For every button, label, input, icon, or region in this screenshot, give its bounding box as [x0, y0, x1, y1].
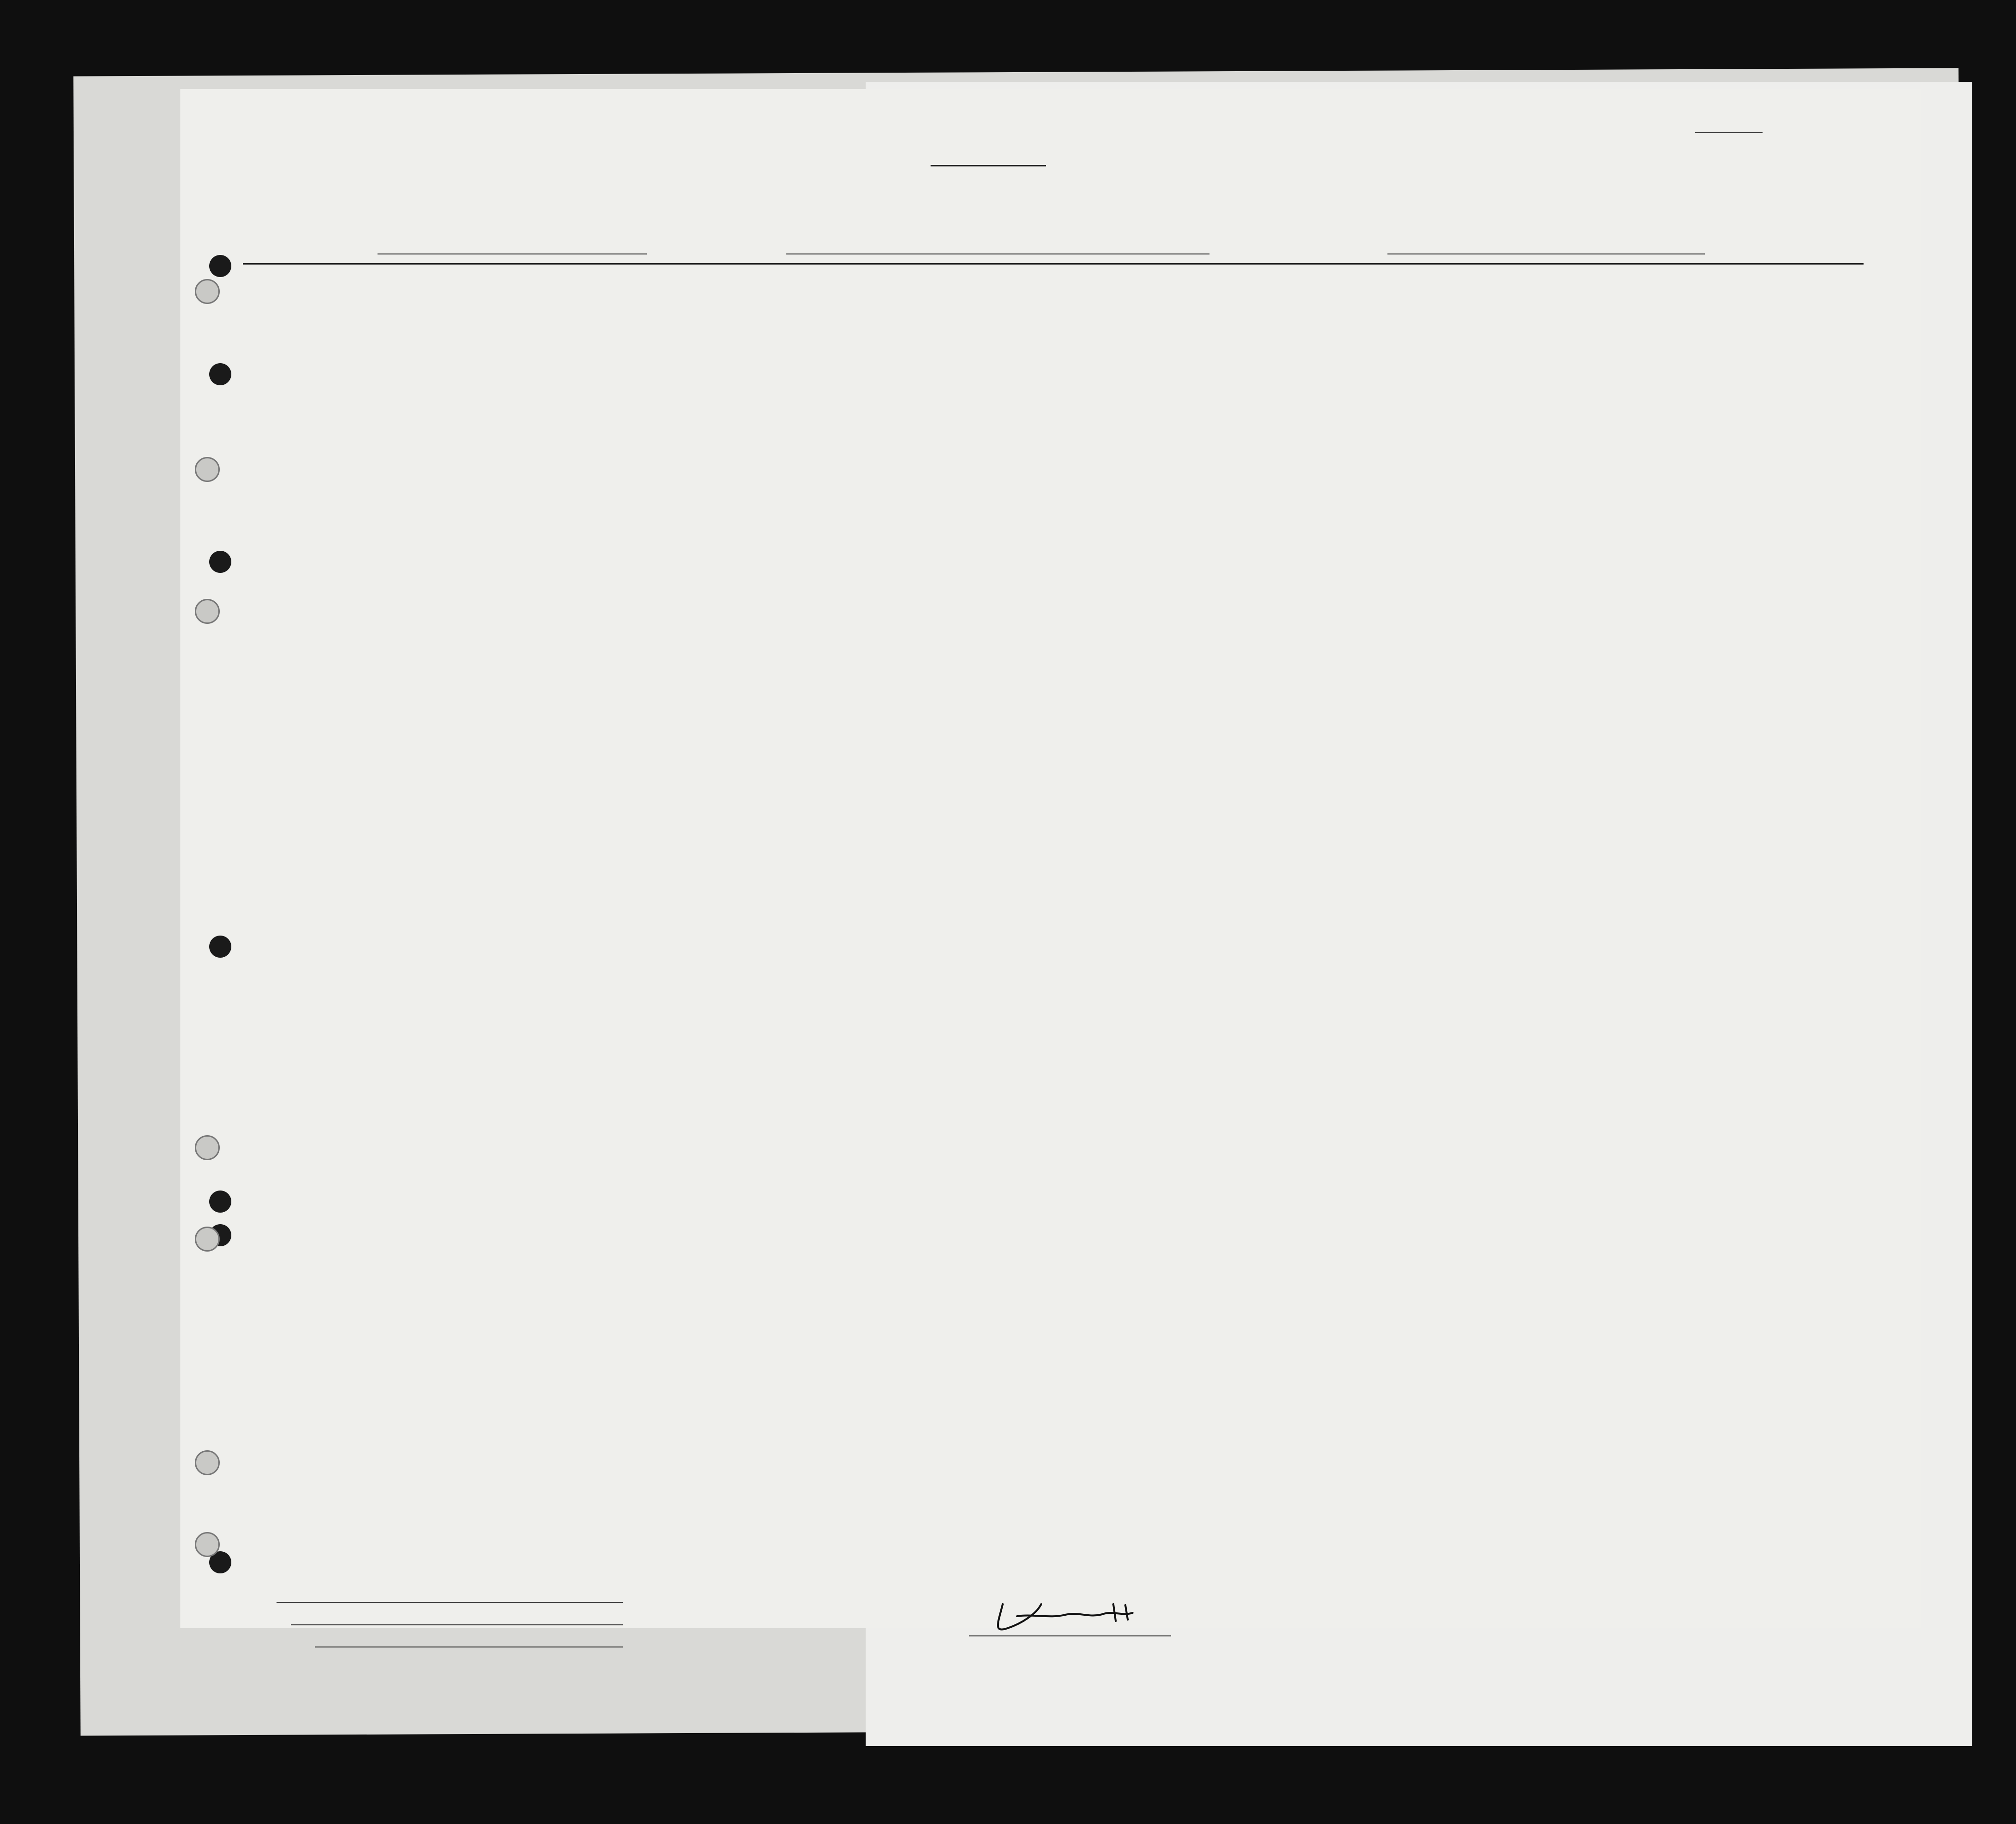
form-top-rule [243, 263, 1864, 265]
binder-hole-icon [209, 551, 231, 573]
inspector-signature [988, 1595, 1161, 1638]
line-rule [277, 1602, 623, 1603]
from-port-rule [1387, 253, 1705, 254]
binder-hole-icon [195, 599, 220, 624]
binder-hole-icon [209, 936, 231, 958]
binder-hole-icon [209, 255, 231, 277]
binder-hole-icon [195, 1532, 220, 1557]
owners-rule [291, 1624, 623, 1625]
manifest-sheet [180, 89, 1921, 1628]
date-rule [988, 253, 1210, 254]
binder-hole-icon [195, 457, 220, 482]
inspector-rule [969, 1635, 1171, 1636]
binder-hole-icon [195, 1227, 220, 1252]
vessel-rule [378, 253, 647, 254]
vessel-line [180, 233, 1921, 257]
binder-hole-icon [195, 1135, 220, 1160]
binder-hole-icon [209, 1191, 231, 1213]
binder-hole-icon [195, 1450, 220, 1475]
table-grid [180, 89, 1921, 1628]
sheet-number-rule [1695, 132, 1763, 133]
binder-hole-icon [195, 279, 220, 304]
title-underline [931, 165, 1046, 166]
binder-hole-icon [209, 363, 231, 385]
